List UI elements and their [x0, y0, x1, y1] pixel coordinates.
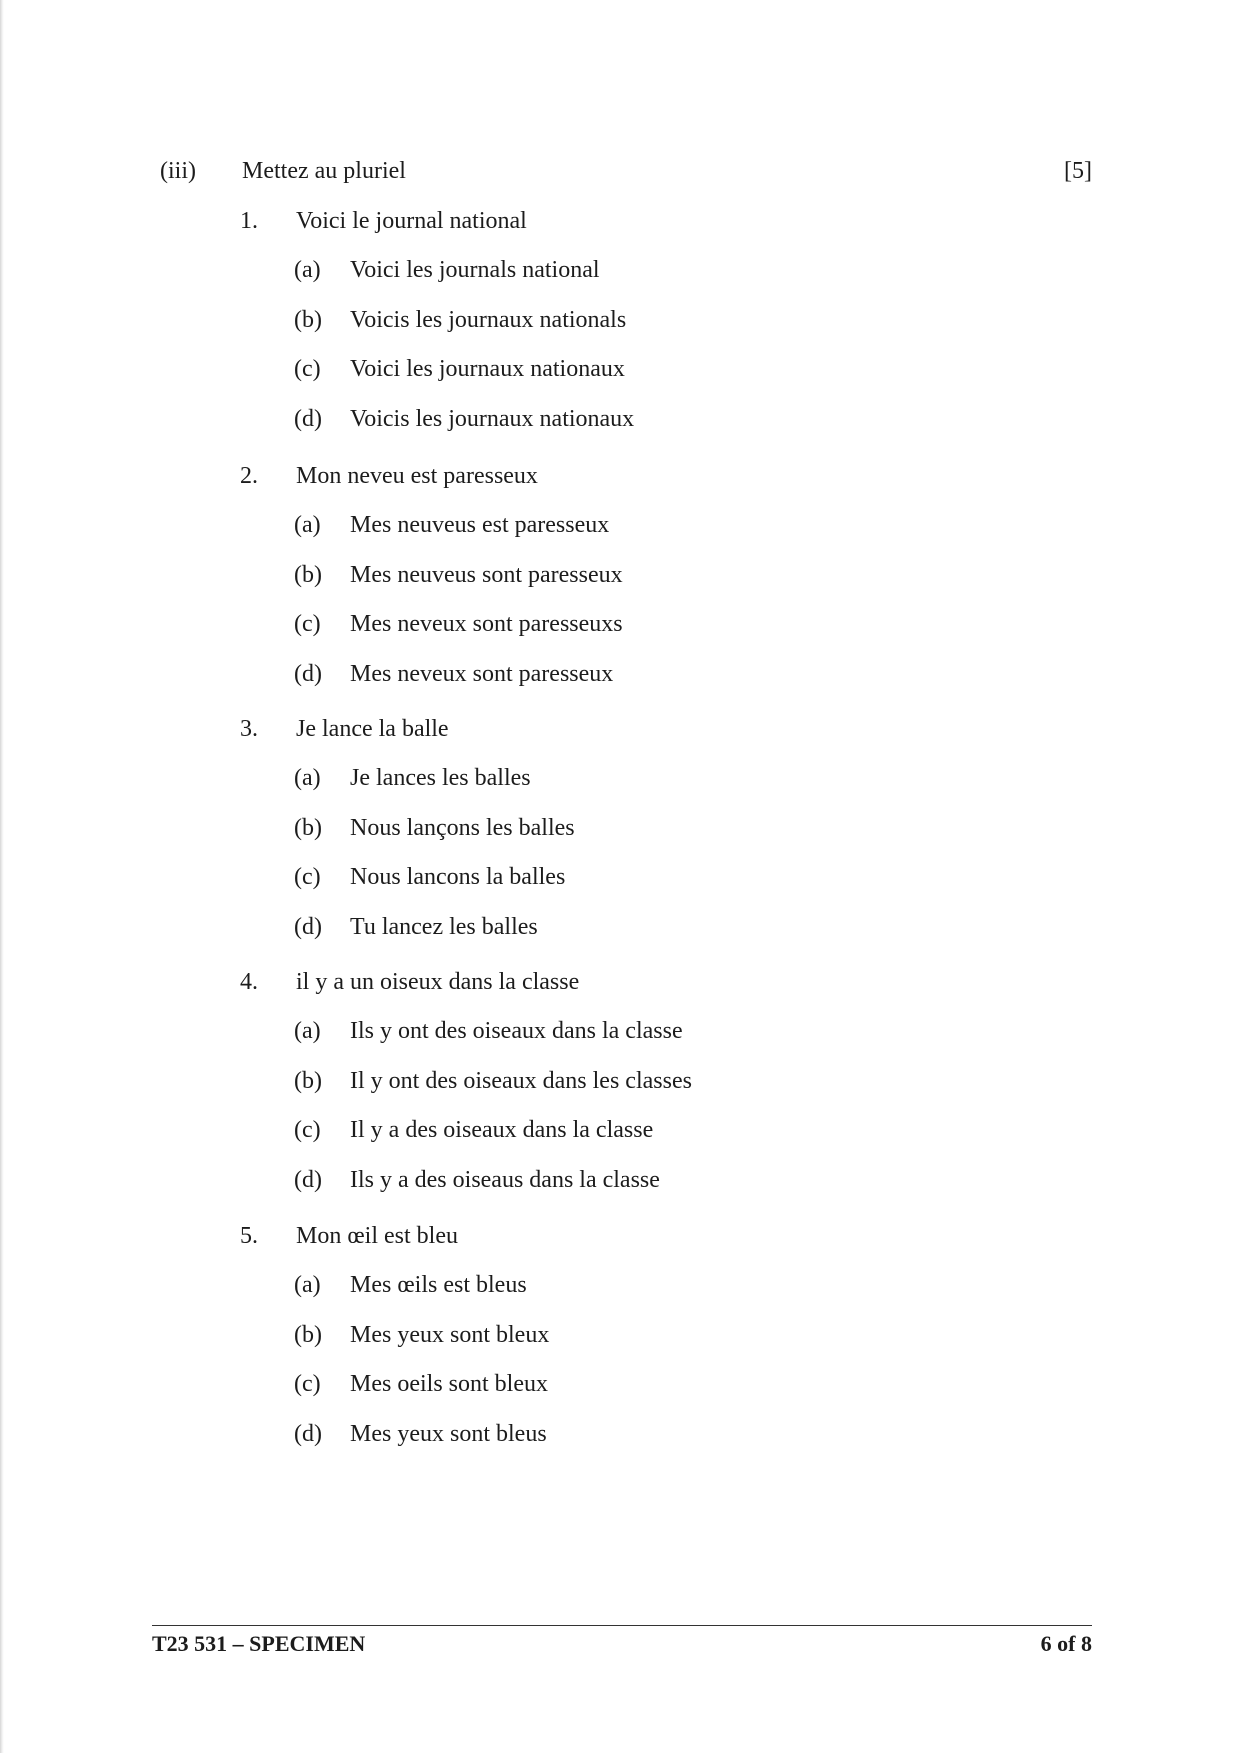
option-text: Mes yeux sont bleux [350, 1321, 550, 1348]
option-a [294, 1018, 1000, 1048]
question-3 [240, 716, 1000, 963]
option-text: Mes neveux sont paresseuxs [350, 611, 623, 637]
question-number: 4. [240, 969, 258, 995]
scan-edge-shadow [0, 0, 4, 1753]
option-text: Ils y a des oiseaus dans la classe [350, 1166, 660, 1193]
option-text: Il y a des oiseaux dans la classe [350, 1117, 654, 1143]
option-text: Mes neveux sont paresseux [350, 660, 614, 687]
option-letter: (a) [294, 1018, 321, 1044]
question-stem [240, 969, 1000, 999]
option-letter: (d) [294, 913, 322, 940]
option-letter: (c) [294, 864, 321, 890]
option-a [294, 512, 1000, 542]
option-letter: (b) [294, 306, 322, 333]
question-number: 2. [240, 463, 258, 489]
option-list [294, 512, 1000, 691]
question-4 [240, 969, 1000, 1216]
option-letter: (b) [294, 814, 322, 841]
option-text: Mes oeils sont bleux [350, 1371, 548, 1397]
option-a [294, 765, 1000, 795]
option-letter: (b) [294, 561, 322, 588]
option-list [294, 257, 1000, 436]
option-text: Voici les journaux nationaux [350, 356, 625, 382]
option-text: Voicis les journaux nationals [350, 306, 627, 333]
option-letter: (a) [294, 512, 321, 538]
option-d [294, 1167, 1000, 1197]
question-text: Voici le journal national [296, 208, 527, 234]
option-b [294, 307, 1000, 337]
option-b [294, 1068, 1000, 1098]
option-text: Mes neuveus est paresseux [350, 512, 610, 538]
question-number: 3. [240, 716, 258, 742]
option-text: Voici les journals national [350, 257, 600, 283]
option-d [294, 661, 1000, 691]
option-text: Mes yeux sont bleus [350, 1420, 547, 1447]
section-title: Mettez au pluriel [242, 158, 406, 184]
option-letter: (d) [294, 405, 322, 432]
section-marks: [5] [1064, 158, 1092, 184]
question-stem [240, 1223, 1000, 1253]
option-c [294, 864, 1000, 894]
option-letter: (b) [294, 1321, 322, 1348]
option-a [294, 257, 1000, 287]
option-letter: (c) [294, 611, 321, 637]
option-text: Ils y ont des oiseaux dans la classe [350, 1018, 683, 1044]
question-number: 1. [240, 208, 258, 234]
option-letter: (c) [294, 356, 321, 382]
option-c [294, 611, 1000, 641]
question-stem [240, 208, 1000, 238]
option-text: Tu lancez les balles [350, 913, 538, 940]
option-b [294, 1322, 1000, 1352]
option-b [294, 562, 1000, 592]
option-letter: (d) [294, 660, 322, 687]
option-a [294, 1272, 1000, 1302]
question-stem [240, 716, 1000, 746]
option-letter: (b) [294, 1067, 322, 1094]
paper-code: T23 531 – SPECIMEN [152, 1631, 366, 1656]
option-letter: (a) [294, 257, 321, 283]
option-text: Il y ont des oiseaux dans les classes [350, 1067, 692, 1094]
option-letter: (d) [294, 1420, 322, 1447]
question-5 [240, 1223, 1000, 1470]
option-text: Je lances les balles [350, 765, 531, 791]
option-b [294, 815, 1000, 845]
option-c [294, 1117, 1000, 1147]
option-d [294, 406, 1000, 436]
question-text: Mon neveu est paresseux [296, 463, 538, 489]
question-number: 5. [240, 1223, 258, 1249]
option-list [294, 765, 1000, 944]
page-footer [152, 1625, 1092, 1657]
option-c [294, 1371, 1000, 1401]
question-2 [240, 463, 1000, 710]
option-letter: (c) [294, 1117, 321, 1143]
option-d [294, 1421, 1000, 1451]
page-number: 6 of 8 [1040, 1631, 1092, 1656]
question-text: il y a un oiseux dans la classe [296, 969, 580, 995]
option-letter: (d) [294, 1166, 322, 1193]
option-text: Mes neuveus sont paresseux [350, 561, 623, 588]
option-text: Mes œils est bleus [350, 1272, 527, 1298]
option-letter: (a) [294, 765, 321, 791]
option-list [294, 1272, 1000, 1451]
question-stem [240, 463, 1000, 493]
option-text: Nous lancons la balles [350, 864, 566, 890]
option-list [294, 1018, 1000, 1197]
option-text: Voicis les journaux nationaux [350, 405, 635, 432]
question-text: Mon œil est bleu [296, 1223, 458, 1249]
option-text: Nous lançons les balles [350, 814, 575, 841]
option-c [294, 356, 1000, 386]
section-number: (iii) [160, 158, 196, 184]
question-1 [240, 208, 1000, 455]
option-letter: (c) [294, 1371, 321, 1397]
option-letter: (a) [294, 1272, 321, 1298]
option-d [294, 914, 1000, 944]
question-text: Je lance la balle [296, 716, 449, 742]
